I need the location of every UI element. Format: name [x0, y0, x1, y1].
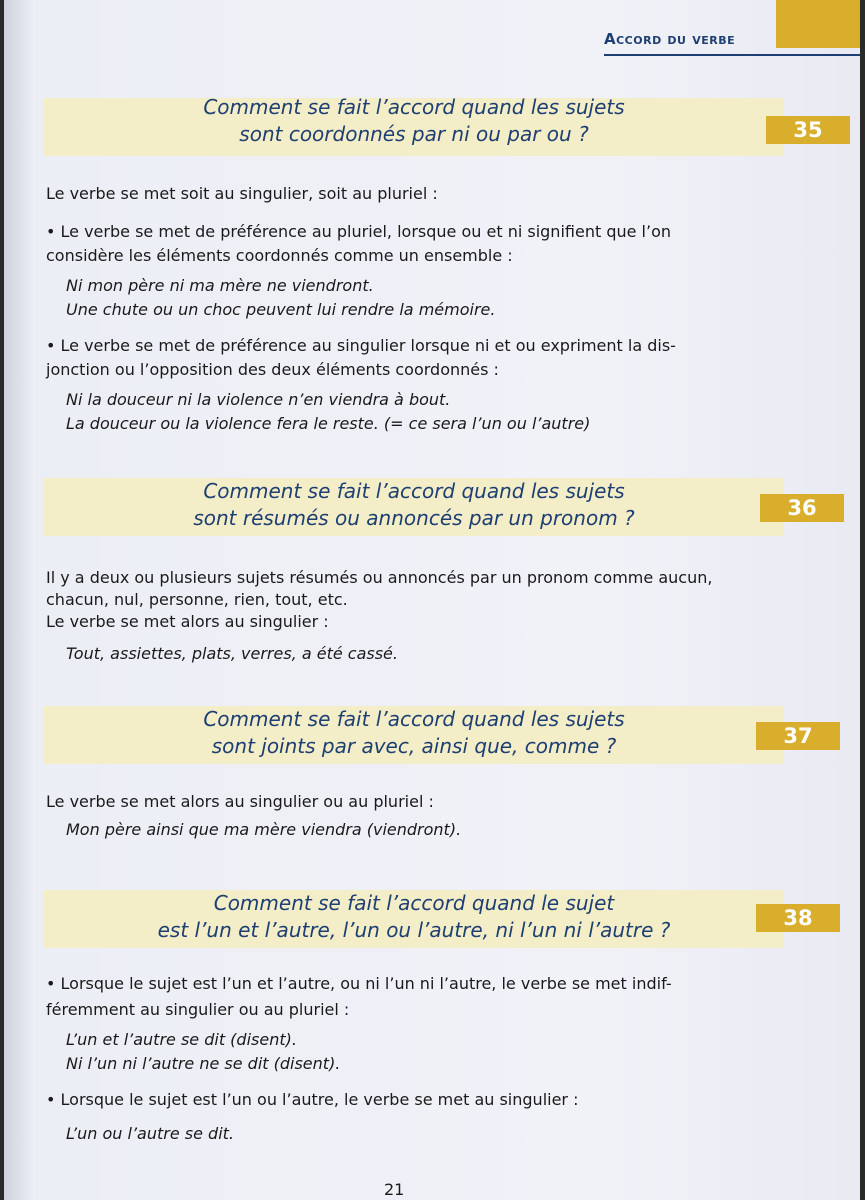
s36-line2: chacun, nul, personne, rien, tout, etc.: [46, 590, 348, 609]
s38-example1b: Ni l’un ni l’autre ne se dit (disent).: [66, 1054, 341, 1073]
section-36-title-2: sont résumés ou annoncés par un pronom ?: [193, 506, 635, 530]
s38-bullet2-line1: • Lorsque le sujet est l’un ou l’autre, le verbe se met au singulier :: [46, 1090, 579, 1109]
header-rule: [604, 54, 860, 56]
s37-line1: Le verbe se met alors au singulier ou au pluriel :: [46, 792, 434, 811]
section-37-number: 37: [756, 722, 840, 750]
s38-example1a: L’un et l’autre se dit (disent).: [66, 1030, 297, 1049]
s38-example2a: L’un ou l’autre se dit.: [66, 1124, 234, 1143]
s35-bullet1-line1: • Le verbe se met de préférence au pluriel, lorsque ou et ni signifient que l’on: [46, 222, 671, 241]
section-38-title-2: est l’un et l’autre, l’un ou l’autre, ni l’un ni l’autre ?: [157, 918, 671, 942]
page-number: 21: [384, 1180, 405, 1199]
s37-example1: Mon père ainsi que ma mère viendra (viendront).: [66, 820, 462, 839]
s35-intro: Le verbe se met soit au singulier, soit au pluriel :: [46, 184, 438, 203]
running-header: Accord du verbe: [604, 30, 736, 48]
s35-example2a: Ni la douceur ni la violence n’en viendra à bout.: [66, 390, 451, 409]
s36-line1: Il y a deux ou plusieurs sujets résumés ou annoncés par un pronom comme aucun,: [46, 568, 713, 587]
s35-example1a: Ni mon père ni ma mère ne viendront.: [66, 276, 374, 295]
s36-example1: Tout, assiettes, plats, verres, a été cassé.: [66, 644, 398, 663]
section-35-number: 35: [766, 116, 850, 144]
section-37-title-2: sont joints par avec, ainsi que, comme ?: [211, 734, 617, 758]
s35-bullet2-line1: • Le verbe se met de préférence au singulier lorsque ni et ou expriment la dis-: [46, 336, 676, 355]
s36-line3: Le verbe se met alors au singulier :: [46, 612, 329, 631]
s35-bullet1-line2: considère les éléments coordonnés comme un ensemble :: [46, 246, 513, 265]
section-35-title-1: Comment se fait l’accord quand les sujets: [203, 95, 625, 119]
section-36-title-1: Comment se fait l’accord quand les sujets: [203, 479, 625, 503]
s35-example2b: La douceur ou la violence fera le reste. (= ce sera l’un ou l’autre): [66, 414, 591, 433]
corner-tab: [776, 0, 860, 48]
section-36-number: 36: [760, 494, 844, 522]
s38-bullet1-line1: • Lorsque le sujet est l’un et l’autre, ou ni l’un ni l’autre, le verbe se met indif-: [46, 974, 672, 993]
s35-bullet2-line2: jonction ou l’opposition des deux éléments coordonnés :: [46, 360, 499, 379]
section-35-title-2: sont coordonnés par ni ou par ou ?: [239, 122, 589, 146]
s38-bullet1-line2: féremment au singulier ou au pluriel :: [46, 1000, 350, 1019]
s35-example1b: Une chute ou un choc peuvent lui rendre la mémoire.: [66, 300, 496, 319]
page: [4, 0, 860, 1200]
section-37-title-1: Comment se fait l’accord quand les sujets: [203, 707, 625, 731]
section-38-title-1: Comment se fait l’accord quand le sujet: [213, 891, 615, 915]
section-38-number: 38: [756, 904, 840, 932]
